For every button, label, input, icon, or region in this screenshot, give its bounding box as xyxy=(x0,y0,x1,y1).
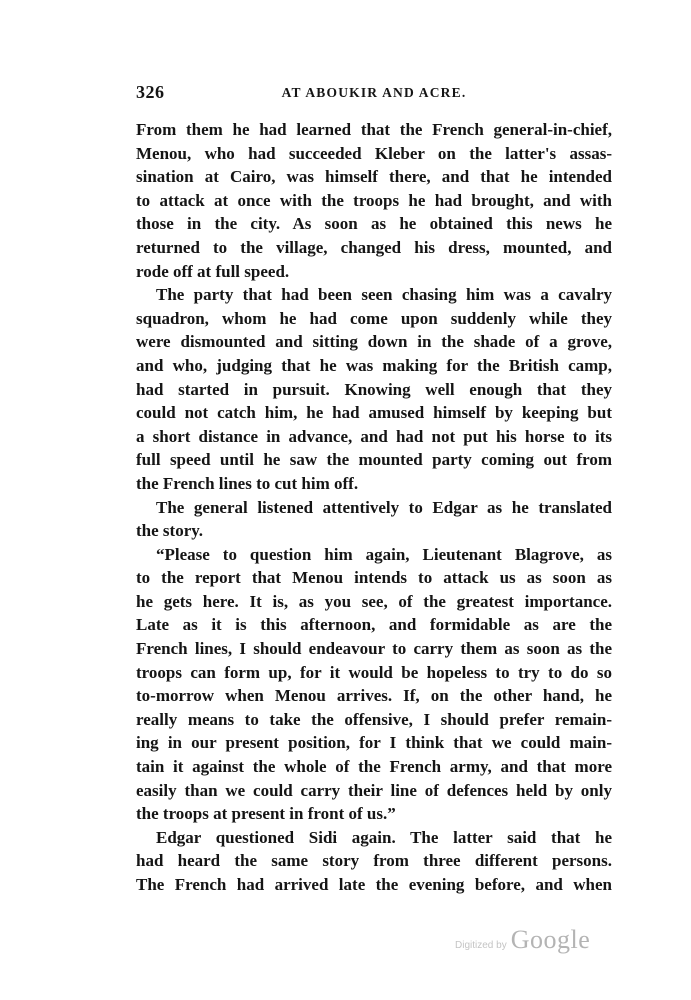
text-line: The party that had been seen chasing him was a cavalry xyxy=(156,285,612,305)
text-line: the story. xyxy=(136,521,204,541)
text-line: troops can form up, for it would be hopeless to try to do so xyxy=(136,662,612,682)
text-line: rode off at full speed. xyxy=(136,261,290,281)
paragraph-4 xyxy=(136,543,612,826)
text-line: a short distance in advance, and had not put his horse to its xyxy=(136,426,612,446)
text-line: returned to the village, changed his dress, mounted, and xyxy=(136,237,612,257)
text-line: sination at Cairo, was himself there, and that he intended xyxy=(136,167,612,187)
google-logo-icon: Google xyxy=(510,925,591,954)
paragraph-2 xyxy=(136,283,612,495)
text-line: the French lines to cut him off. xyxy=(136,473,359,493)
text-line: to-morrow when Menou arrives. If, on the other hand, he xyxy=(136,686,612,706)
text-line: had heard the same story from three different persons. xyxy=(136,851,612,871)
watermark-prefix: Digitized by xyxy=(455,940,507,951)
text-line: From them he had learned that the French general-in-chief, xyxy=(136,120,612,139)
text-line: easily than we could carry their line of defences held by only xyxy=(136,780,612,800)
text-line: Menou, who had succeeded Kleber on the latter's assas- xyxy=(136,143,612,163)
text-line: ing in our present position, for I think that we could main- xyxy=(136,733,612,753)
text-line: those in the city. As soon as he obtained this news he xyxy=(136,214,612,234)
text-line: to the report that Menou intends to attack us as soon as xyxy=(136,568,612,588)
text-line: “Please to question him again, Lieutenant Blagrove, as xyxy=(156,544,612,564)
paragraph-5 xyxy=(136,826,612,897)
text-line: and who, judging that he was making for the British camp, xyxy=(136,355,612,375)
text-line: had started in pursuit. Knowing well enough that they xyxy=(136,379,612,399)
text-line: French lines, I should endeavour to carry them as soon as the xyxy=(136,639,612,659)
running-title: AT ABOUKIR AND ACRE. xyxy=(281,85,467,100)
text-line: The general listened attentively to Edgar as he translated xyxy=(156,497,612,517)
text-line: full speed until he saw the mounted party coming out from xyxy=(136,450,612,470)
digitized-by-google-watermark xyxy=(455,925,590,955)
page-number: 326 xyxy=(136,82,165,102)
paragraph-1 xyxy=(136,118,612,283)
text-line: really means to take the offensive, I should prefer remain- xyxy=(136,709,612,729)
running-head xyxy=(136,82,612,106)
text-line: were dismounted and sitting down in the shade of a grove, xyxy=(136,332,612,352)
text-line: Edgar questioned Sidi again. The latter said that he xyxy=(156,827,612,847)
text-line: he gets here. It is, as you see, of the greatest importance. xyxy=(136,591,612,611)
text-line: the troops at present in front of us.” xyxy=(136,804,396,824)
text-line: Late as it is this afternoon, and formidable as are the xyxy=(136,615,612,635)
body-text xyxy=(136,118,612,897)
text-line: to attack at once with the troops he had brought, and with xyxy=(136,190,612,210)
text-line: could not catch him, he had amused himself by keeping but xyxy=(136,403,612,423)
text-line: tain it against the whole of the French army, and that more xyxy=(136,757,612,777)
paragraph-3 xyxy=(136,496,612,543)
text-line: squadron, whom he had come upon suddenly while they xyxy=(136,308,612,328)
text-line: The French had arrived late the evening before, and when xyxy=(136,875,612,894)
